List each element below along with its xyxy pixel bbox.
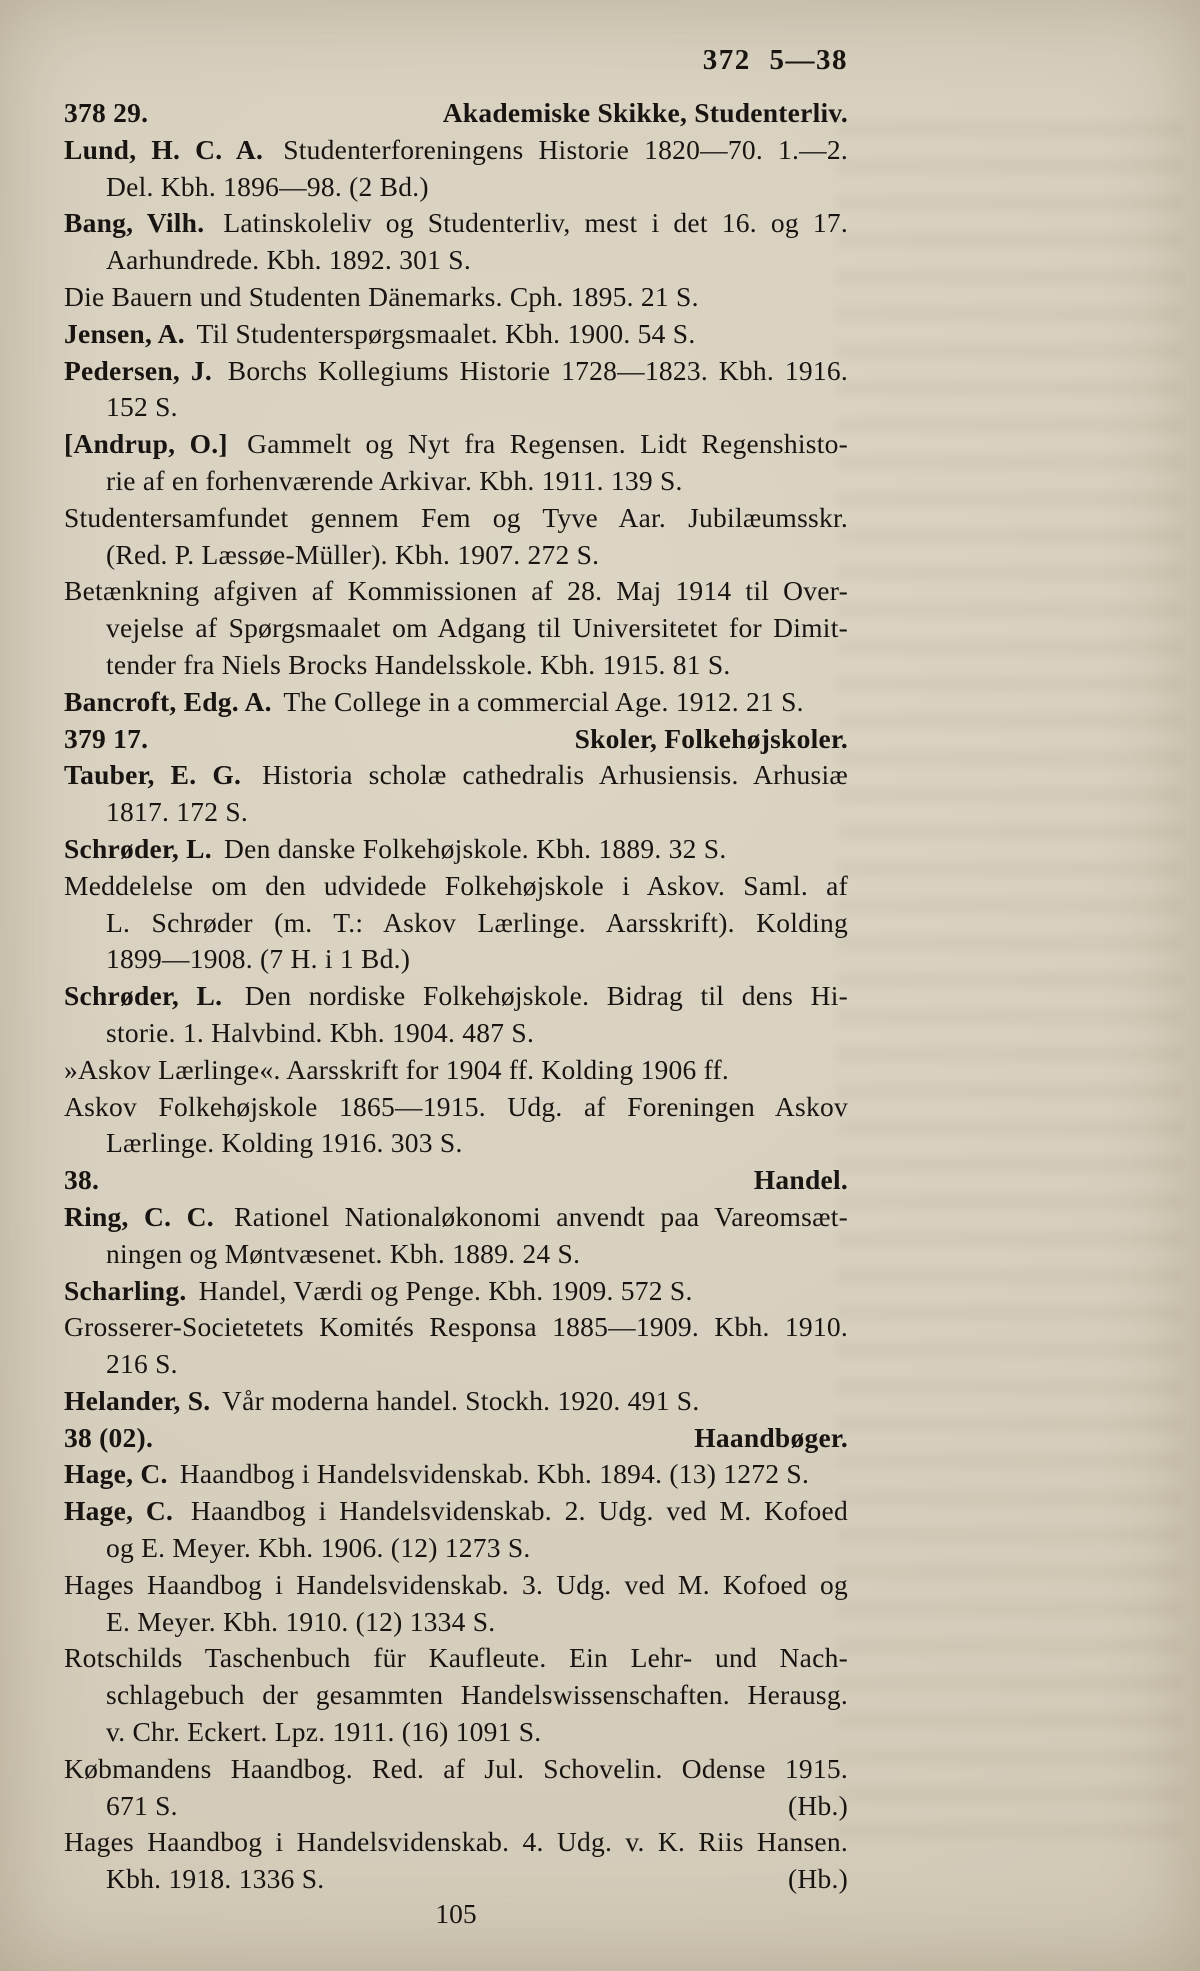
entry-line: 152 S. <box>106 391 178 423</box>
bib-entry <box>64 831 848 868</box>
entry-line: Købmandens Haandbog. Red. af Jul. Schovelin. Odense 1915. <box>64 1752 848 1784</box>
entry-line: Tauber, E. G. Historia scholæ cathedralis Arhusiensis. Arhusiæ <box>64 759 848 791</box>
entry-line: Hages Haandbog i Handelsvidenskab. 4. Udg. v. K. Riis Hansen. <box>64 1826 848 1858</box>
bib-entry <box>64 316 848 353</box>
entry-line: ningen og Møntvæsenet. Kbh. 1889. 24 S. <box>106 1237 581 1269</box>
bib-entry <box>64 1824 848 1898</box>
page-bleedthrough-artifact <box>837 110 1182 1850</box>
entry-line: Die Bauern und Studenten Dänemarks. Cph. 1895. 21 S. <box>64 280 699 312</box>
author-name: Schrøder, L. <box>64 832 212 864</box>
entry-line-text: Kbh. 1918. 1336 S. <box>106 1863 325 1895</box>
entry-line: Ring, C. C. Rationel Nationaløkonomi anvendt paa Vareomsæt- <box>64 1200 849 1232</box>
section-title: Skoler, Folkehøjskoler. <box>574 722 848 754</box>
bib-entry <box>64 573 848 683</box>
author-name: Tauber, E. G. <box>64 759 242 791</box>
entry-line: Lærlinge. Kolding 1916. 303 S. <box>106 1127 463 1159</box>
author-name: Jensen, A. <box>64 317 185 349</box>
section-title: Handel. <box>753 1164 848 1196</box>
entry-line-text: 671 S. <box>106 1789 178 1821</box>
author-name: Lund, H. C. A. <box>64 133 264 165</box>
text-block <box>64 44 848 1898</box>
entry-line: Hage, C. Haandbog i Handelsvidenskab. Kbh. 1894. (13) 1272 S. <box>64 1458 810 1490</box>
entry-line: Helander, S. Vår moderna handel. Stockh. 1920. 491 S. <box>64 1384 700 1416</box>
section-title: Akademiske Skikke, Studenterliv. <box>442 97 848 128</box>
section-number: 378 29. <box>64 97 149 128</box>
entry-line: tender fra Niels Brocks Handelsskole. Kbh. 1915. 81 S. <box>106 648 731 680</box>
section-heading <box>64 1420 848 1457</box>
section-heading <box>64 721 848 758</box>
binding-note: (Hb.) <box>787 1863 848 1895</box>
author-name: Bancroft, Edg. A. <box>64 685 272 717</box>
entry-line: og E. Meyer. Kbh. 1906. (12) 1273 S. <box>106 1532 531 1564</box>
section-number: 379 17. <box>64 722 149 754</box>
author-name: Bang, Vilh. <box>64 207 205 239</box>
author-name: Schrøder, L. <box>64 980 223 1012</box>
section-heading <box>64 95 848 132</box>
bib-entry <box>64 279 848 316</box>
bib-entry <box>64 500 848 574</box>
author-name: Hage, C. <box>64 1495 174 1527</box>
bib-entry <box>64 1199 848 1273</box>
entry-line: rie af en forhenværende Arkivar. Kbh. 1911. 139 S. <box>106 464 683 496</box>
entry-line: Lund, H. C. A. Studenterforeningens Historie 1820—70. 1.—2. <box>64 133 848 165</box>
bib-entry <box>64 1089 848 1163</box>
bibliography-entries <box>64 95 848 1898</box>
entry-line: 1899—1908. (7 H. i 1 Bd.) <box>106 943 411 975</box>
binding-note: (Hb.) <box>787 1789 848 1821</box>
bib-entry <box>64 684 848 721</box>
bib-entry <box>64 1273 848 1310</box>
entry-line: Hage, C. Haandbog i Handelsvidenskab. 2. Udg. ved M. Kofoed <box>64 1495 848 1527</box>
entry-line: [Andrup, O.] Gammelt og Nyt fra Regensen. Lidt Regenshisto- <box>64 428 848 460</box>
entry-line: Studentersamfundet gennem Fem og Tyve Aar. Jubilæumsskr. <box>64 501 848 533</box>
bib-entry <box>64 1751 848 1825</box>
section-number: 38. <box>64 1164 100 1196</box>
entry-line: Schrøder, L. Den nordiske Folkehøjskole. Bidrag til dens Hi- <box>64 980 848 1012</box>
entry-line: v. Chr. Eckert. Lpz. 1911. (16) 1091 S. <box>106 1716 542 1748</box>
entry-line: Scharling. Handel, Værdi og Penge. Kbh. 1909. 572 S. <box>64 1274 693 1306</box>
entry-line: L. Schrøder (m. T.: Askov Lærlinge. Aarsskrift). Kolding <box>106 906 848 938</box>
section-title: Haandbøger. <box>694 1421 848 1453</box>
bib-entry <box>64 978 848 1052</box>
entry-line: (Red. P. Læssøe-Müller). Kbh. 1907. 272 S. <box>106 538 600 570</box>
entry-line: Meddelelse om den udvidede Folkehøjskole i Askov. Saml. af <box>64 869 848 901</box>
bib-entry <box>64 426 848 500</box>
entry-line: 216 S. <box>106 1348 178 1380</box>
author-name: Helander, S. <box>64 1384 211 1416</box>
entry-line: Jensen, A. Til Studenterspørgsmaalet. Kbh. 1900. 54 S. <box>64 317 696 349</box>
bib-entry <box>64 205 848 279</box>
entry-line <box>64 1861 848 1898</box>
entry-line: Bang, Vilh. Latinskoleliv og Studenterliv, mest i det 16. og 17. <box>64 207 848 239</box>
section-heading <box>64 1162 848 1199</box>
entry-line: Rotschilds Taschenbuch für Kaufleute. Ein Lehr- und Nach- <box>64 1642 848 1674</box>
entry-line: Del. Kbh. 1896—98. (2 Bd.) <box>106 170 429 202</box>
bib-entry <box>64 353 848 427</box>
entry-line: Schrøder, L. Den danske Folkehøjskole. Kbh. 1889. 32 S. <box>64 832 727 864</box>
author-name: Hage, C. <box>64 1458 168 1490</box>
bib-entry <box>64 132 848 206</box>
entry-line: vejelse af Spørgsmaalet om Adgang til Universitetet for Dimit- <box>106 612 848 644</box>
bib-entry <box>64 1456 848 1493</box>
entry-line: Pedersen, J. Borchs Kollegiums Historie 1728—1823. Kbh. 1916. <box>64 354 848 386</box>
entry-line: Hages Haandbog i Handelsvidenskab. 3. Udg. ved M. Kofoed og <box>64 1568 848 1600</box>
bib-entry <box>64 1052 848 1089</box>
entry-line: Askov Folkehøjskole 1865—1915. Udg. af Foreningen Askov <box>64 1090 848 1122</box>
entry-line: schlagebuch der gesammten Handelswissenschaften. Herausg. <box>106 1679 848 1711</box>
entry-line: Aarhundrede. Kbh. 1892. 301 S. <box>106 244 471 276</box>
author-name: Scharling. <box>64 1274 187 1306</box>
entry-line: storie. 1. Halvbind. Kbh. 1904. 487 S. <box>106 1016 535 1048</box>
bib-entry <box>64 1383 848 1420</box>
entry-line: »Askov Lærlinge«. Aarsskrift for 1904 ff. Kolding 1906 ff. <box>64 1053 730 1085</box>
entry-line: E. Meyer. Kbh. 1910. (12) 1334 S. <box>106 1605 496 1637</box>
author-name: Ring, C. C. <box>64 1200 214 1232</box>
author-name: [Andrup, O.] <box>64 428 228 460</box>
bib-entry <box>64 868 848 978</box>
bib-entry <box>64 1309 848 1383</box>
bib-entry <box>64 1567 848 1641</box>
bib-entry <box>64 757 848 831</box>
entry-line <box>64 1788 848 1825</box>
bib-entry <box>64 1493 848 1567</box>
author-name: Pedersen, J. <box>64 354 212 386</box>
entry-line: Grosserer-Societetets Komités Responsa 1885—1909. Kbh. 1910. <box>64 1311 848 1343</box>
entry-line: Bancroft, Edg. A. The College in a commercial Age. 1912. 21 S. <box>64 685 804 717</box>
entry-line: Betænkning afgiven af Kommissionen af 28. Maj 1914 til Over- <box>64 575 848 607</box>
bib-entry <box>64 1640 848 1750</box>
section-number: 38 (02). <box>64 1421 154 1453</box>
entry-line: 1817. 172 S. <box>106 796 249 828</box>
page-number: 105 <box>435 1898 477 1929</box>
classification-header: 372 5—38 <box>702 44 848 76</box>
